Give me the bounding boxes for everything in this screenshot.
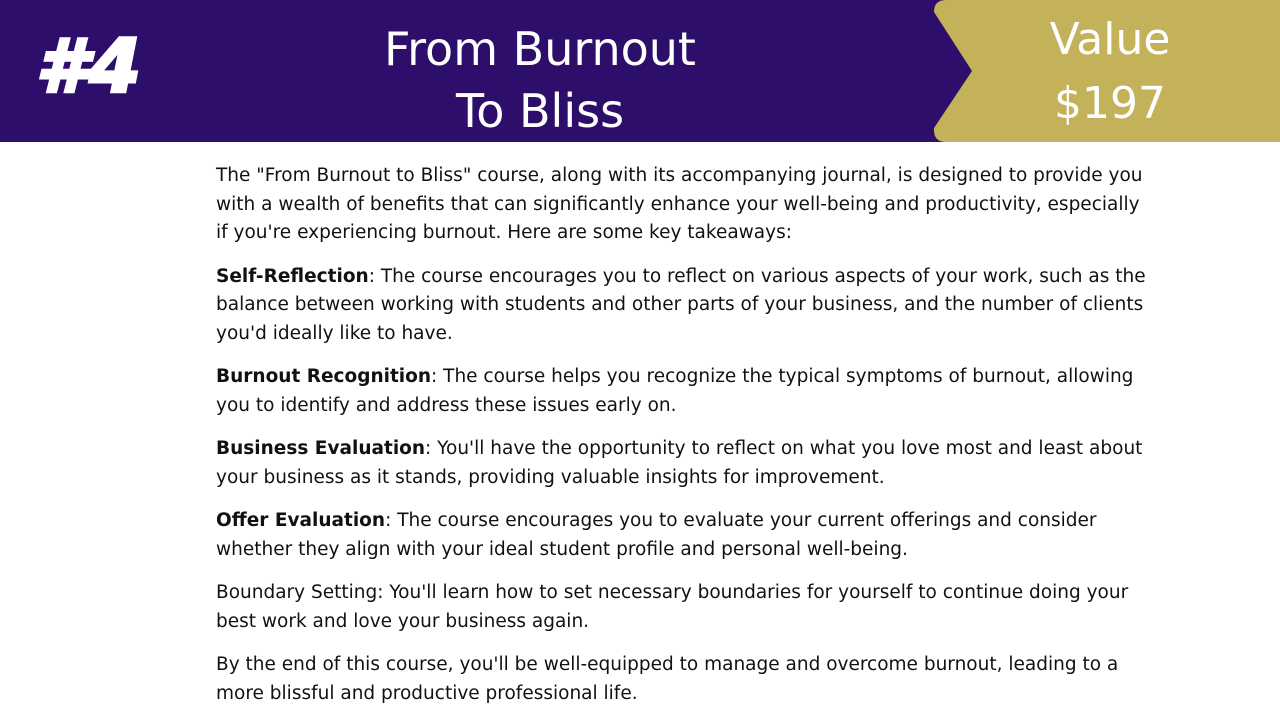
benefit-text: : You'll have the opportunity to reflect on what you love most and least about your business as it stands, providing valuable insights for improvement.	[216, 438, 1143, 488]
closing-paragraph: By the end of this course, you'll be well-equipped to manage and overcome burnout, leading to a more blissful and productive professional life.	[216, 654, 1119, 704]
course-title-line-1: From Burnout	[384, 22, 696, 76]
benefit-text: : The course encourages you to evaluate your current offerings and consider whether they align with your ideal student profile and personal well-being.	[216, 510, 1097, 560]
boundary-paragraph: Boundary Setting: You'll learn how to set necessary boundaries for yourself to continue doing your best work and love your business again.	[216, 582, 1129, 632]
benefit-business-evaluation	[216, 435, 1146, 492]
benefit-title: Burnout Recognition	[216, 366, 432, 387]
value-price: $197	[1054, 78, 1166, 129]
benefit-text: : The course encourages you to reflect on various aspects of your work, such as the balance between working with students and other parts of your business, and the number of clients you'd ideally like to have.	[216, 265, 1146, 344]
benefit-text: : The course helps you recognize the typical symptoms of burnout, allowing you to identify and address these issues early on.	[216, 366, 1134, 416]
benefit-title: Self-Reflection	[216, 265, 369, 287]
intro-paragraph: The "From Burnout to Bliss" course, along with its accompanying journal, is designed to provide you with a wealth of benefits that can significantly enhance your well-being and productivity, especially if you're experiencing burnout. Here are some key takeaways:	[216, 165, 1143, 243]
course-description	[216, 162, 1146, 723]
benefit-title: Business Evaluation	[216, 438, 426, 459]
benefit-self-reflection	[216, 263, 1146, 349]
benefit-burnout-recognition	[216, 363, 1146, 420]
benefit-title: Offer Evaluation	[216, 510, 386, 531]
value-label-group	[1040, 8, 1180, 136]
course-title-line-2: To Bliss	[455, 84, 625, 138]
benefit-offer-evaluation	[216, 507, 1146, 564]
value-label: Value	[1049, 14, 1171, 65]
course-title	[330, 18, 750, 142]
course-number: #4	[36, 24, 143, 110]
